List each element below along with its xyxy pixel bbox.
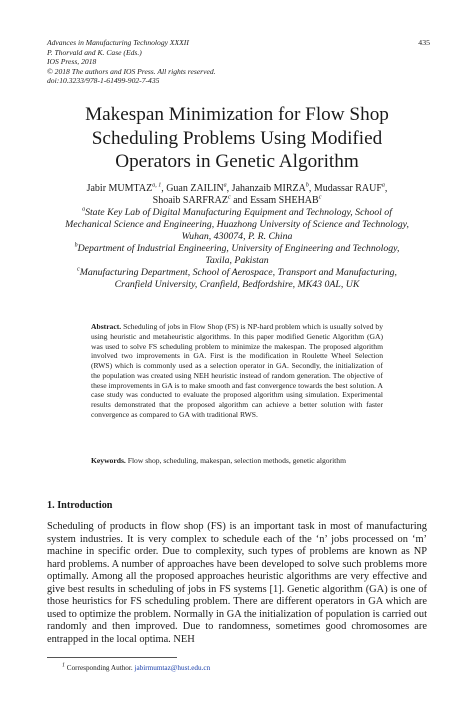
keywords bbox=[91, 456, 383, 466]
author-affil-mark: a bbox=[223, 182, 227, 189]
keywords-label: Keywords. bbox=[91, 456, 126, 465]
header-line: IOS Press, 2018 bbox=[47, 57, 97, 67]
footnote-label: Corresponding Author. bbox=[66, 664, 133, 672]
affiliation-line: Manufacturing Department, School of Aerospace, Transport and Manufacturing, bbox=[79, 267, 397, 278]
affiliation bbox=[40, 243, 434, 267]
header-line: P. Thorvald and K. Case (Eds.) bbox=[47, 47, 142, 57]
author-name: Guan ZAILIN bbox=[166, 183, 224, 194]
header-line: © 2018 The authors and IOS Press. All rights reserved. bbox=[47, 66, 216, 76]
footnote-divider bbox=[47, 657, 177, 658]
affiliation-line: Department of Industrial Engineering, University of Engineering and Technology, bbox=[77, 243, 400, 254]
footnote-mark: 1 bbox=[62, 662, 65, 669]
affiliation-mark: a bbox=[82, 206, 86, 213]
corresponding-email-link[interactable]: jabirmumtaz@hust.edu.cn bbox=[134, 664, 211, 672]
author-conjunction: and bbox=[233, 195, 248, 207]
header-line: doi:10.3233/978-1-61499-902-7-435 bbox=[47, 76, 160, 86]
footnote bbox=[62, 664, 210, 672]
affiliation-mark: b bbox=[74, 242, 78, 249]
author-affil-mark: a, 1 bbox=[152, 182, 162, 189]
title-line: Operators in Genetic Algorithm bbox=[115, 151, 359, 172]
affiliation bbox=[40, 207, 434, 243]
abstract bbox=[91, 322, 383, 420]
author-name: Essam SHEHAB bbox=[250, 195, 319, 207]
abstract-label: Abstract. bbox=[91, 322, 122, 331]
affiliation-line: Taxila, Pakistan bbox=[205, 255, 269, 266]
author-list: Jabir MUMTAZ$^{a, 1}$, Guan ZAILIN$^a$, Jahanzaib MIRZA$^b$, Mudassar RAUF$^a$, Shoaib SARFRAZ$^c$ and Essam SHEHAB$^c$ bbox=[86, 182, 388, 207]
author-affil-mark: c bbox=[227, 195, 231, 202]
author-affil-mark: a bbox=[381, 182, 385, 189]
author-affil-mark: b bbox=[305, 182, 309, 189]
abstract-text: Scheduling of jobs in Flow Shop (FS) is NP-hard problem which is usually solved by using heuristic and metaheuristic algorithms. In this paper modified Genetic Algorithm (GA) was used to solve FS scheduling problem to minimize the makespan. The proposed algorithm involved two improvements in GA. First is the modification in Roulette Wheel Selection (RWS) which is commonly used as a selection operator in GA. Secondly, the initialization of the population was created using NEH heuristic instead of random generation. The objective of these improvements in GA is to make smooth and fast convergence towards the best solution. A case study was conducted to evaluate the proposed algorithm using simulation. Experimental results demonstrated that the proposed algorithm can achieve a better solution with faster convergence as compared to GA with traditional RWS. bbox=[91, 322, 383, 419]
affiliations bbox=[40, 207, 434, 291]
affiliation bbox=[40, 267, 434, 291]
header-line: Advances in Manufacturing Technology XXXII bbox=[47, 38, 189, 47]
author-name: Jabir MUMTAZ bbox=[86, 183, 153, 194]
affiliation-line: Wuhan, 430074, P. R. China bbox=[181, 231, 293, 242]
title-line: Scheduling Problems Using Modified bbox=[91, 127, 383, 149]
page-number: 435 bbox=[418, 38, 430, 47]
affiliation-line: State Key Lab of Digital Manufacturing Equipment and Technology, School of bbox=[85, 207, 392, 218]
author-affil-mark: c bbox=[318, 195, 322, 202]
body-paragraph: Scheduling of products in flow shop (FS) is an important task in most of manufacturing system industries. It is very complex to schedule each of the ‘n’ jobs processed on ‘m’ machine in specific order. Due to complexity, such types of problems are known as NP hard problems. A number of approaches have been developed to solve such problems more optimally. Among all the proposed approaches heuristic algorithms are very effective and give best results in scheduling of jobs in FS systems [1]. Genetic algorithm (GA) is one of those heuristics for FS scheduling problem. There are different operators in GA which are used to optimize the problem. Normally in GA the initialization of population is carried out randomly and then improved. Due to randomness, sometimes good chromosomes are entrapped in the local optima. NEH bbox=[47, 521, 427, 645]
affiliation-line: Cranfield University, Cranfield, Bedfordshire, MK43 0AL, UK bbox=[114, 279, 360, 290]
author-name: Shoaib SARFRAZ bbox=[152, 195, 228, 207]
author-name: Jahanzaib MIRZA bbox=[231, 183, 306, 194]
keywords-text: Flow shop, scheduling, makespan, selection methods, genetic algorithm bbox=[127, 456, 346, 465]
affiliation-line: Mechanical Science and Engineering, Huazhong University of Science and Technology, bbox=[65, 219, 409, 230]
affiliation-mark: c bbox=[77, 266, 80, 273]
title-line: Makespan Minimization for Flow Shop bbox=[85, 104, 389, 125]
running-header bbox=[47, 38, 427, 86]
author-name: Mudassar RAUF bbox=[313, 183, 382, 194]
section-heading: 1. Introduction bbox=[47, 500, 113, 511]
paper-title bbox=[40, 103, 434, 174]
